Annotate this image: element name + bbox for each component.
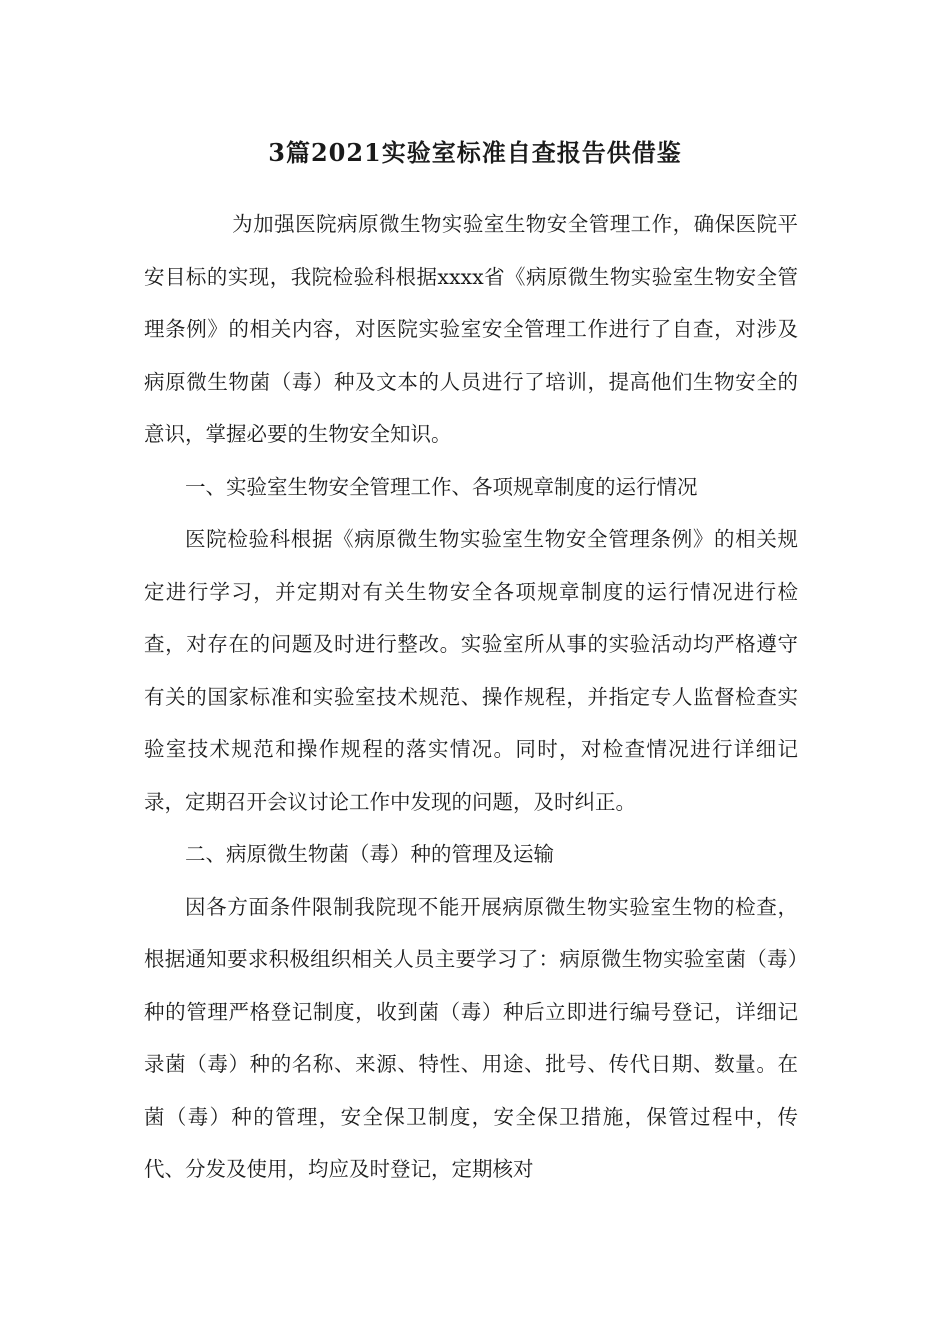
section-1-paragraph: 医院检验科根据《病原微生物实验室生物安全管理条例》的相关规定进行学习，并定期对有关生物安全各项规章制度的运行情况进行检查，对存在的问题及时进行整改。实验室所从事的实验活动均严格遵守有关的国家标准和实验室技术规范、操作规程，并指定专人监督检查实验室技术规范和操作规程的落实情况。同时，对检查情况进行详细记录，定期召开会议讨论工作中发现的问题，及时纠正。 [144, 527, 798, 814]
document-title: 3篇2021实验室标准自查报告供借鉴 [268, 138, 682, 167]
section-heading-2: 二、病原微生物菌（毒）种的管理及运输 [185, 842, 554, 866]
section-2-paragraph: 因各方面条件限制我院现不能开展病原微生物实验室生物的检查，根据通知要求积极组织相关人员主要学习了：病原微生物实验室菌（毒）种的管理严格登记制度，收到菌（毒）种后立即进行编号登记，详细记录菌（毒）种的名称、来源、特性、用途、批号、传代日期、数量。在菌（毒）种的管理，安全保卫制度，安全保卫措施，保管过程中，传代、分发及使用，均应及时登记，定期核对 [144, 894, 798, 1181]
intro-paragraph: 为加强医院病原微生物实验室生物安全管理工作，确保医院平安目标的实现，我院检验科根据xxxx省《病原微生物实验室生物安全管理条例》的相关内容，对医院实验室安全管理工作进行了自查，对涉及病原微生物菌（毒）种及文本的人员进行了培训，提高他们生物安全的意识，掌握必要的生物安全知识。 [144, 212, 798, 446]
document-body [144, 198, 798, 1196]
section-heading-1: 一、实验室生物安全管理工作、各项规章制度的运行情况 [185, 474, 698, 499]
